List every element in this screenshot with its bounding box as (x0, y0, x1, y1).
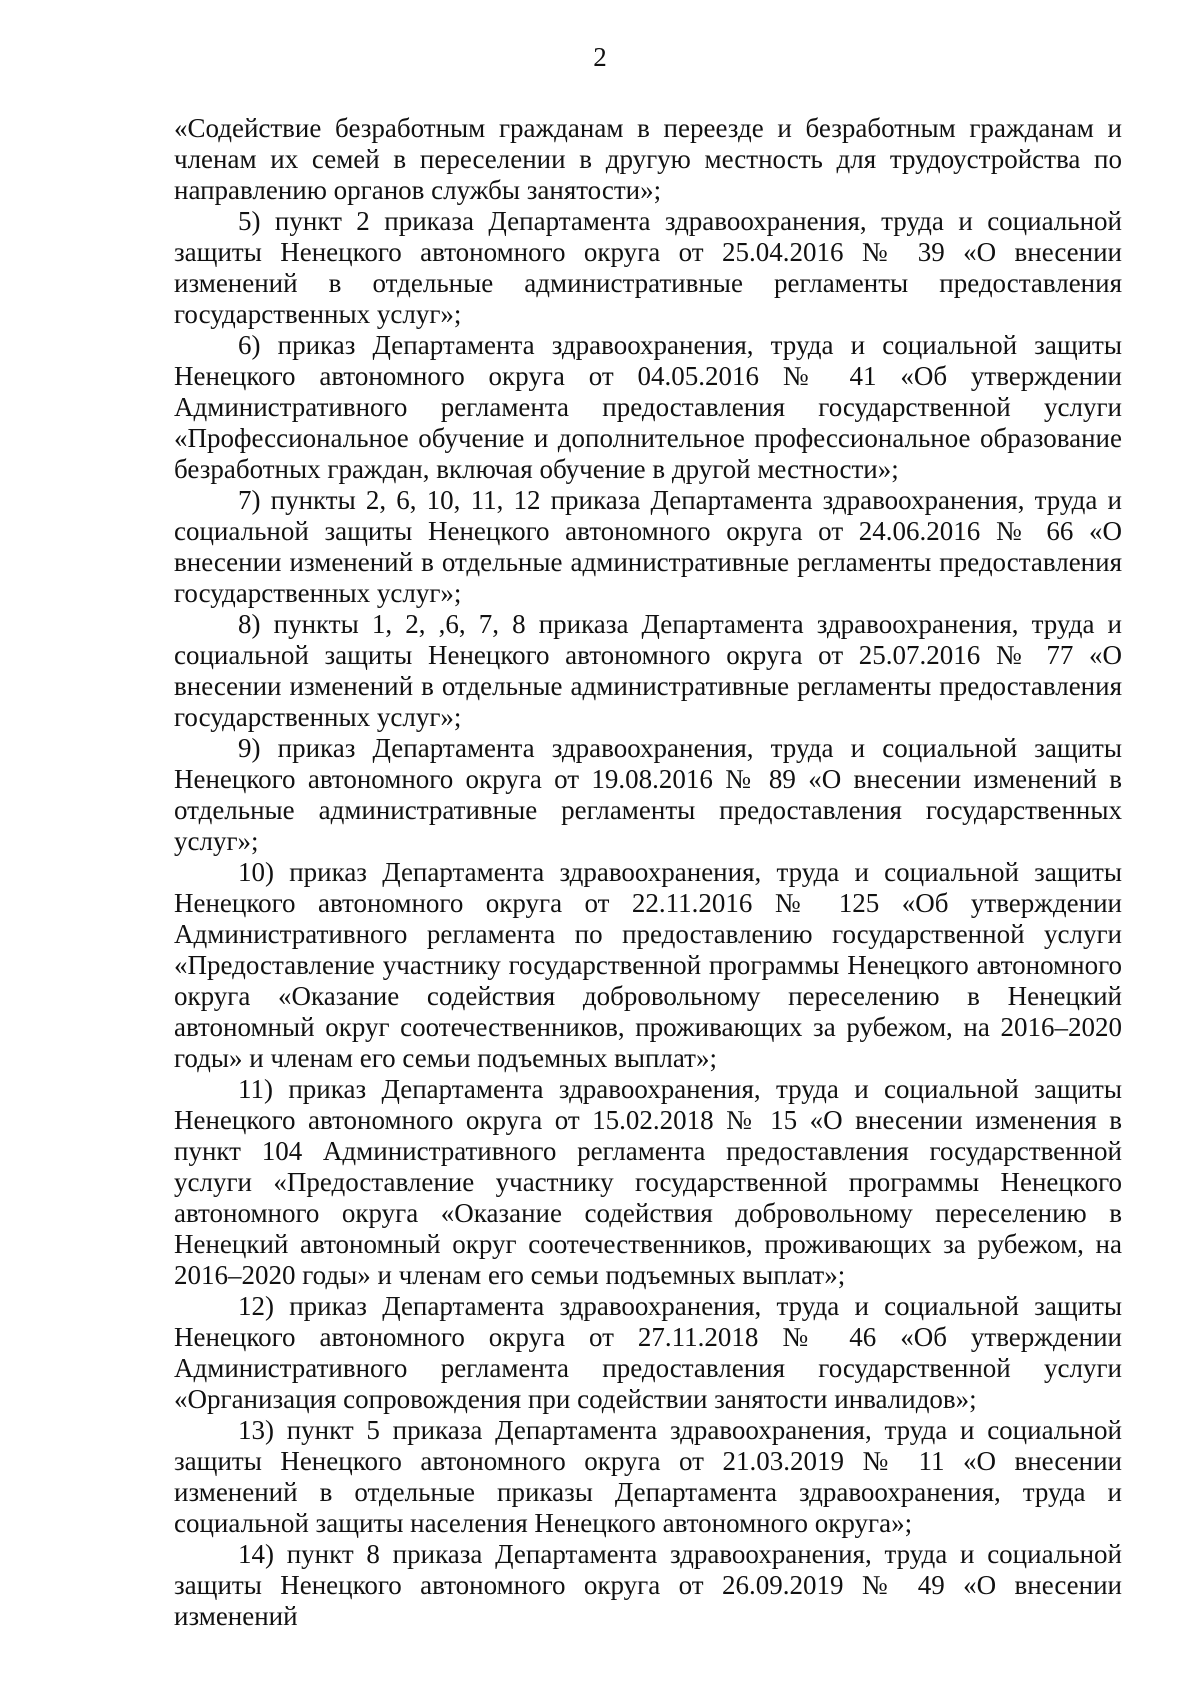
list-item-10: 10) приказ Департамента здравоохранения, труда и социальной защиты Ненецкого автономного округа от 22.11.2016 № 125 «Об утверждении Административного регламента по предоставлению государственной услуги «Предоставление участнику государственной программы Ненецкого автономного округа «Оказание содействия добровольному переселению в Ненецкий автономный округ соотечественников, проживающих за рубежом, на 2016–2020 годы» и членам его семьи подъемных выплат»; (174, 857, 1122, 1073)
paragraph-continuation: «Содействие безработным гражданам в переезде и безработным гражданам и членам их семей в переселении в другую местность для трудоустройства по направлению органов службы занятости»; (174, 113, 1122, 205)
list-item-7: 7) пункты 2, 6, 10, 11, 12 приказа Департамента здравоохранения, труда и социальной защиты Ненецкого автономного округа от 24.06.2016 № 66 «О внесении изменений в отдельные административные регламенты предоставления государственных услуг»; (174, 485, 1122, 608)
list-item-8: 8) пункты 1, 2, ,6, 7, 8 приказа Департамента здравоохранения, труда и социальной защиты Ненецкого автономного округа от 25.07.2016 № 77 «О внесении изменений в отдельные административные регламенты предоставления государственных услуг»; (174, 609, 1122, 732)
list-item-6: 6) приказ Департамента здравоохранения, труда и социальной защиты Ненецкого автономного округа от 04.05.2016 № 41 «Об утверждении Административного регламента предоставления государственной услуги «Профессиональное обучение и дополнительное профессиональное образование безработных граждан, включая обучение в другой местности»; (174, 330, 1122, 484)
list-item-13: 13) пункт 5 приказа Департамента здравоохранения, труда и социальной защиты Ненецкого автономного округа от 21.03.2019 № 11 «О внесении изменений в отдельные приказы Департамента здравоохранения, труда и социальной защиты населения Ненецкого автономного округа»; (174, 1415, 1122, 1538)
document-body (174, 113, 1122, 1632)
list-item-5: 5) пункт 2 приказа Департамента здравоохранения, труда и социальной защиты Ненецкого автономного округа от 25.04.2016 № 39 «О внесении изменений в отдельные административные регламенты предоставления государственных услуг»; (174, 206, 1122, 329)
page-number: 2 (593, 42, 607, 72)
list-item-14: 14) пункт 8 приказа Департамента здравоохранения, труда и социальной защиты Ненецкого автономного округа от 26.09.2019 № 49 «О внесении изменений (174, 1539, 1122, 1631)
list-item-11: 11) приказ Департамента здравоохранения, труда и социальной защиты Ненецкого автономного округа от 15.02.2018 № 15 «О внесении изменения в пункт 104 Административного регламента предоставления государственной услуги «Предоставление участнику государственной программы Ненецкого автономного округа «Оказание содействия добровольному переселению в Ненецкий автономный округ соотечественников, проживающих за рубежом, на 2016–2020 годы» и членам его семьи подъемных выплат»; (174, 1074, 1122, 1290)
list-item-9: 9) приказ Департамента здравоохранения, труда и социальной защиты Ненецкого автономного округа от 19.08.2016 № 89 «О внесении изменений в отдельные административные регламенты предоставления государственных услуг»; (174, 733, 1122, 856)
list-item-12: 12) приказ Департамента здравоохранения, труда и социальной защиты Ненецкого автономного округа от 27.11.2018 № 46 «Об утверждении Административного регламента предоставления государственной услуги «Организация сопровождения при содействии занятости инвалидов»; (174, 1291, 1122, 1414)
